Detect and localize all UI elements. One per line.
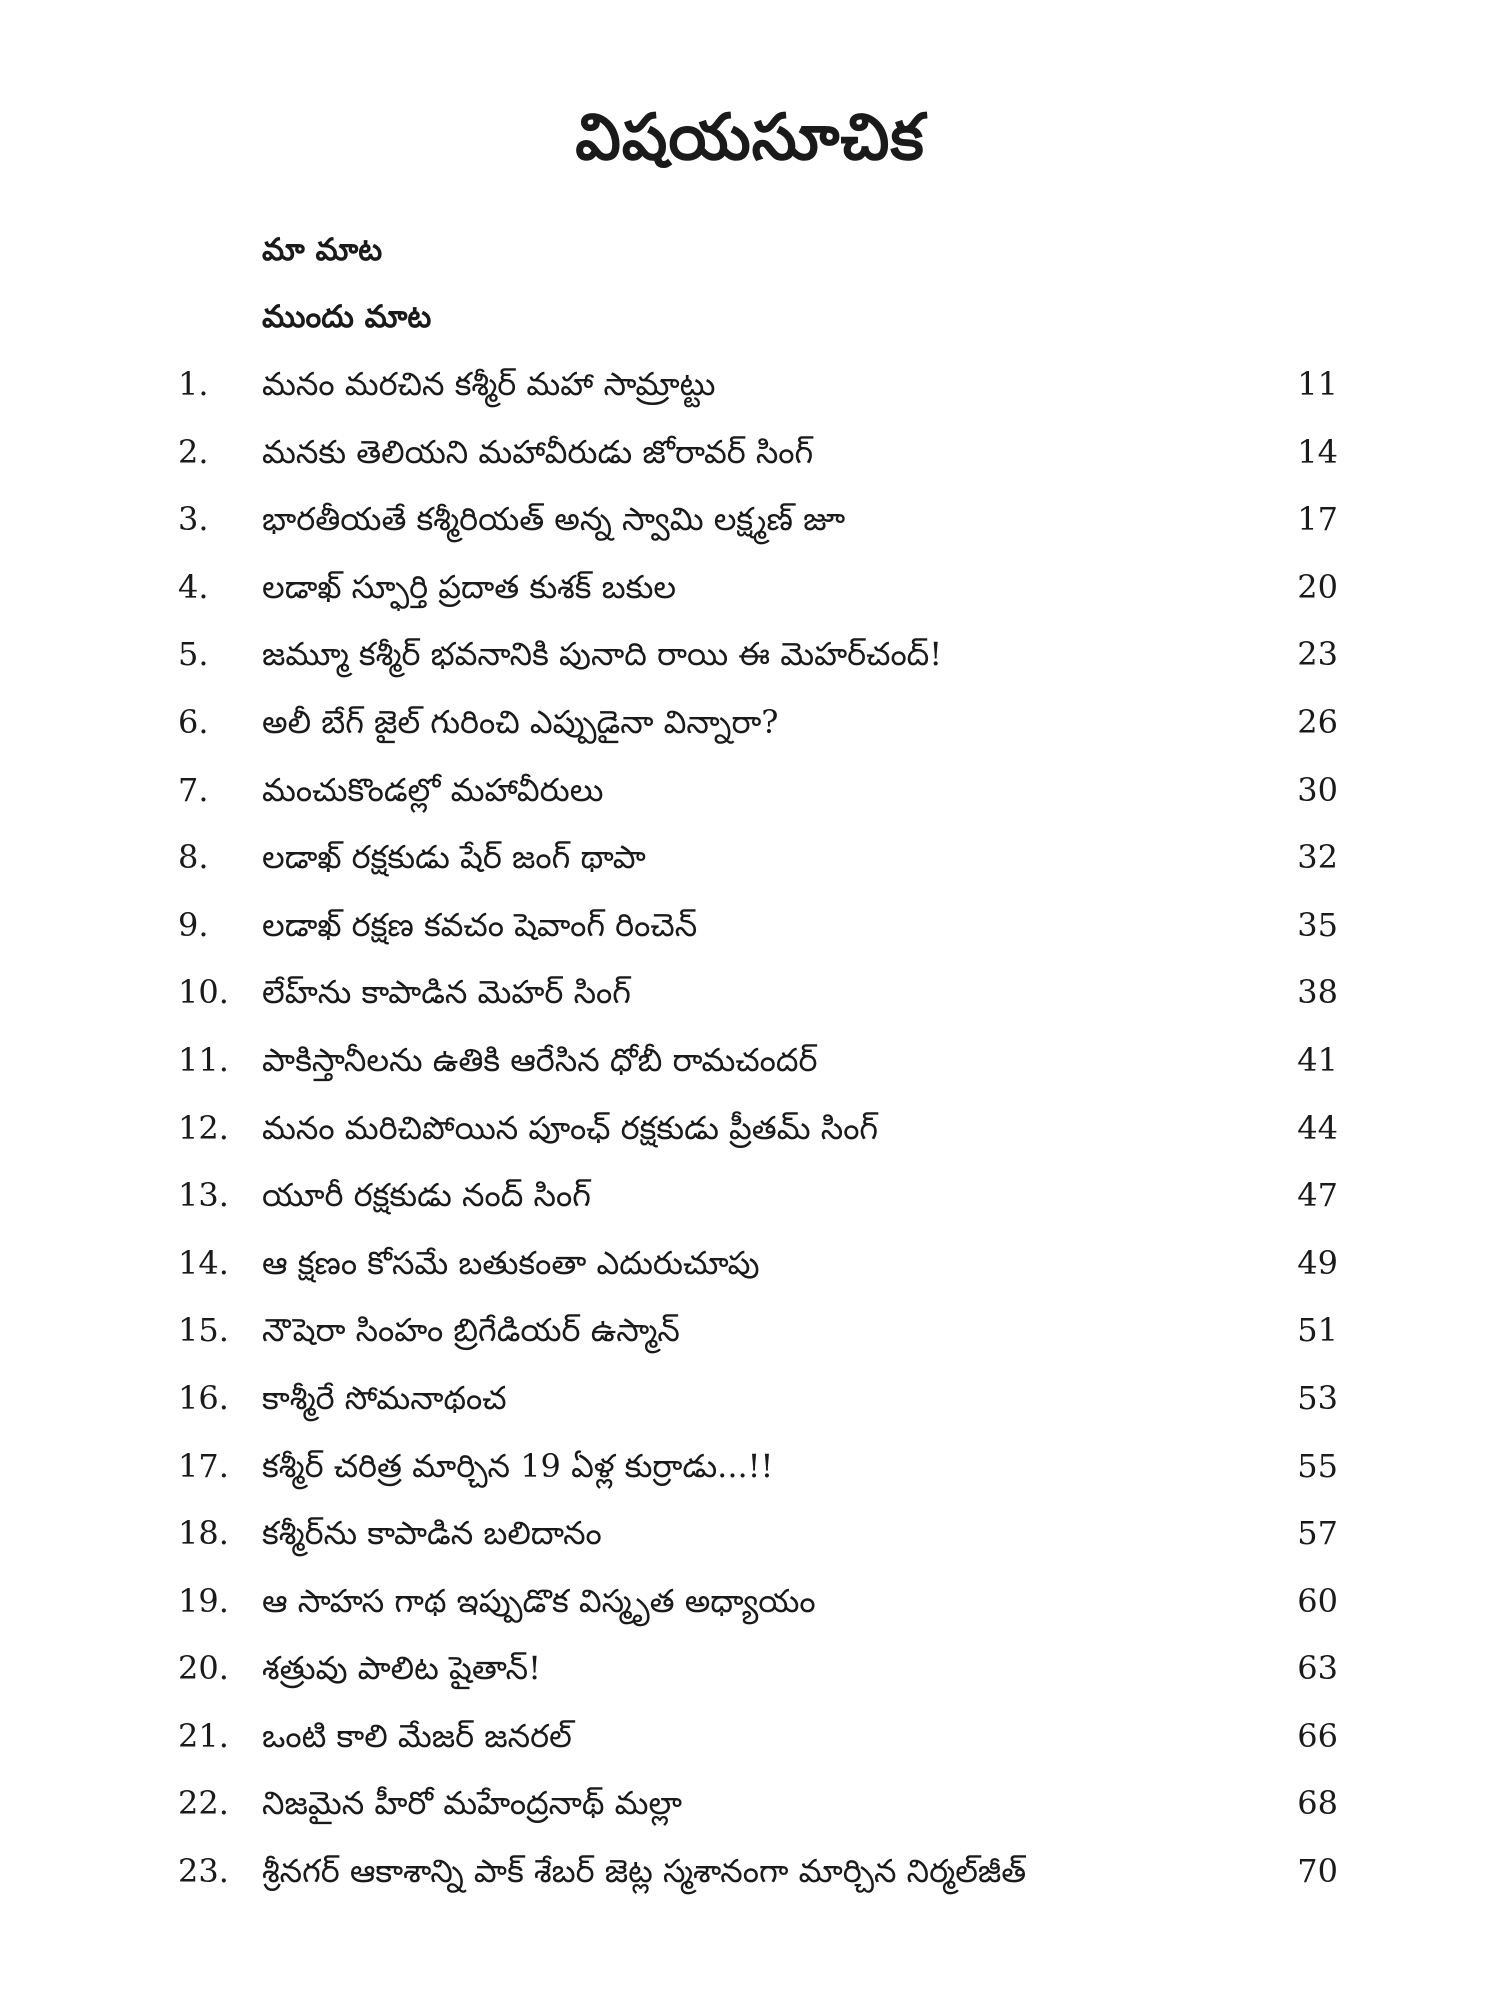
toc-entry-title: నౌషెరా సింహం బ్రిగేడియర్ ఉస్మాన్ (262, 1311, 680, 1350)
toc-entry-number: 4. (178, 567, 209, 606)
toc-entry-number: 13. (178, 1176, 229, 1215)
toc-entry-number: 1. (178, 365, 209, 403)
toc-entry-number: 7. (178, 770, 209, 809)
toc-entry-title: భారతీయతే కశ్మీరియత్ అన్న స్వామి లక్ష్మణ్ జూ (262, 500, 846, 539)
toc-entry-number: 11. (178, 1040, 229, 1079)
toc-entry-page-number: 63 (1297, 1649, 1338, 1688)
toc-entry (0, 365, 1500, 433)
toc-entry-number: 15. (178, 1311, 229, 1350)
toc-entry-page-number: 14 (1297, 432, 1338, 471)
toc-entry-title: ఒంటి కాలి మేజర్ జనరల్ (262, 1716, 572, 1755)
toc-entry-page-number: 41 (1297, 1040, 1338, 1079)
toc-entry (0, 1717, 1500, 1785)
toc-entry (0, 1447, 1500, 1515)
toc-entry-title: మనం మరచిన కశ్మీర్ మహా సామ్రాట్టు (262, 365, 716, 403)
toc-entry (0, 1582, 1500, 1650)
toc-entry-number: 6. (178, 702, 209, 741)
toc-entry (0, 1379, 1500, 1447)
toc-entry-title: కశ్మీర్ చరిత్ర మార్చిన 19 ఏళ్ల కుర్రాడు...!! (262, 1446, 774, 1485)
toc-entry-page-number: 60 (1297, 1581, 1338, 1620)
toc-entry (0, 771, 1500, 839)
toc-entry-page-number: 35 (1297, 905, 1338, 944)
toc-entry-number: 5. (178, 635, 209, 674)
toc-entry-number: 23. (178, 1852, 229, 1891)
toc-entry-page-number: 70 (1297, 1852, 1338, 1891)
toc-entry (0, 1852, 1500, 1920)
toc-entry-page-number: 11 (1297, 365, 1338, 403)
toc-entry-title: యూరీ రక్షకుడు నంద్ సింగ్ (262, 1176, 591, 1215)
toc-entry-title: ఆ క్షణం కోసమే బతుకంతా ఎదురుచూపు (262, 1243, 760, 1282)
toc-entry-title: లడాఖ్ రక్షకుడు షేర్ జంగ్ థాపా (262, 838, 646, 877)
toc-entry-title: జమ్మూ కశ్మీర్ భవనానికి పునాది రాయి ఈ మెహర్‌చంద్! (262, 635, 943, 674)
toc-entry (0, 838, 1500, 906)
toc-entry-page-number: 30 (1297, 770, 1338, 809)
toc-entry-number: 17. (178, 1446, 229, 1485)
toc-entry-page-number: 55 (1297, 1446, 1338, 1485)
toc-entry (0, 1514, 1500, 1582)
toc-entry (0, 1176, 1500, 1244)
toc-entry-number: 2. (178, 432, 209, 471)
toc-entry-title: కశ్మీర్‌ను కాపాడిన బలిదానం (262, 1514, 602, 1553)
toc-entry-page-number: 26 (1297, 702, 1338, 741)
toc-entry-title: నిజమైన హీరో మహేంద్రనాథ్ మల్లా (262, 1784, 683, 1823)
toc-entry-number: 10. (178, 973, 229, 1012)
toc-entry-title: శత్రువు పాలిట షైతాన్! (262, 1649, 541, 1688)
toc-entry-title: ఆ సాహస గాథ ఇప్పుడొక విస్మృత అధ్యాయం (262, 1581, 816, 1620)
toc-entry-number: 21. (178, 1716, 229, 1755)
toc-entry-title: మనం మరిచిపోయిన పూంఛ్ రక్షకుడు ప్రీతమ్ సింగ్ (262, 1108, 879, 1147)
toc-entry-number: 20. (178, 1649, 229, 1688)
toc-entry-number: 8. (178, 838, 209, 877)
toc-entry (0, 1041, 1500, 1109)
toc-entry-page-number: 49 (1297, 1243, 1338, 1282)
toc-entry-page-number: 38 (1297, 973, 1338, 1012)
toc-entry-page-number: 23 (1297, 635, 1338, 674)
toc-entry-title: కాశ్మీరే సోమనాథంచ (262, 1378, 507, 1417)
toc-entry (0, 635, 1500, 703)
toc-entry-page-number: 20 (1297, 567, 1338, 606)
toc-entry-number: 16. (178, 1378, 229, 1417)
toc-entry-title: మంచుకొండల్లో మహావీరులు (262, 770, 604, 809)
toc-entry-title: అలీ బేగ్ జైల్ గురించి ఎప్పుడైనా విన్నారా? (262, 702, 779, 741)
toc-entry-page-number: 44 (1297, 1108, 1338, 1147)
toc-entry (0, 1311, 1500, 1379)
toc-entry-number: 22. (178, 1784, 229, 1823)
prelim-entry-preface: మా మాట (262, 232, 383, 268)
toc-entry-page-number: 32 (1297, 838, 1338, 877)
toc-entry (0, 1784, 1500, 1852)
toc-entry-page-number: 68 (1297, 1784, 1338, 1823)
toc-entry-title: లేహ్‌ను కాపాడిన మెహర్ సింగ్ (262, 973, 631, 1012)
page-title: విషయసూచిక (575, 100, 925, 175)
toc-entry-number: 19. (178, 1581, 229, 1620)
toc-entry-title: మనకు తెలియని మహావీరుడు జోరావర్ సింగ్ (262, 432, 814, 471)
toc-entry (0, 703, 1500, 771)
toc-entry-number: 18. (178, 1514, 229, 1553)
toc-entry (0, 568, 1500, 636)
toc-entry-number: 12. (178, 1108, 229, 1147)
toc-entry (0, 906, 1500, 974)
toc-entry-page-number: 47 (1297, 1176, 1338, 1215)
toc-entry-page-number: 53 (1297, 1378, 1338, 1417)
toc-entry (0, 1244, 1500, 1312)
toc-entry-page-number: 66 (1297, 1716, 1338, 1755)
toc-entry (0, 1649, 1500, 1717)
toc-entry (0, 433, 1500, 501)
toc-entry-number: 14. (178, 1243, 229, 1282)
toc-entry-title: శ్రీనగర్ ఆకాశాన్ని పాక్ శేబర్ జెట్ల స్మశానంగా మార్చిన నిర్మల్‌జీత్ (262, 1852, 1027, 1891)
toc-entry (0, 973, 1500, 1041)
toc-entry (0, 1109, 1500, 1177)
toc-list (0, 365, 1500, 1920)
prelim-entry-foreword: ముందు మాట (262, 299, 432, 335)
toc-entry-number: 9. (178, 905, 209, 944)
toc-entry-page-number: 17 (1297, 500, 1338, 539)
toc-entry-title: పాకిస్తానీలను ఉతికి ఆరేసిన ధోబీ రామచందర్ (262, 1040, 818, 1079)
toc-entry-title: లడాఖ్ రక్షణ కవచం షెవాంగ్ రించెన్ (262, 905, 698, 944)
toc-entry-number: 3. (178, 500, 209, 539)
toc-entry-page-number: 57 (1297, 1514, 1338, 1553)
toc-entry (0, 500, 1500, 568)
toc-entry-page-number: 51 (1297, 1311, 1338, 1350)
toc-entry-title: లడాఖ్ స్ఫూర్తి ప్రదాత కుశక్ బకుల (262, 567, 677, 606)
